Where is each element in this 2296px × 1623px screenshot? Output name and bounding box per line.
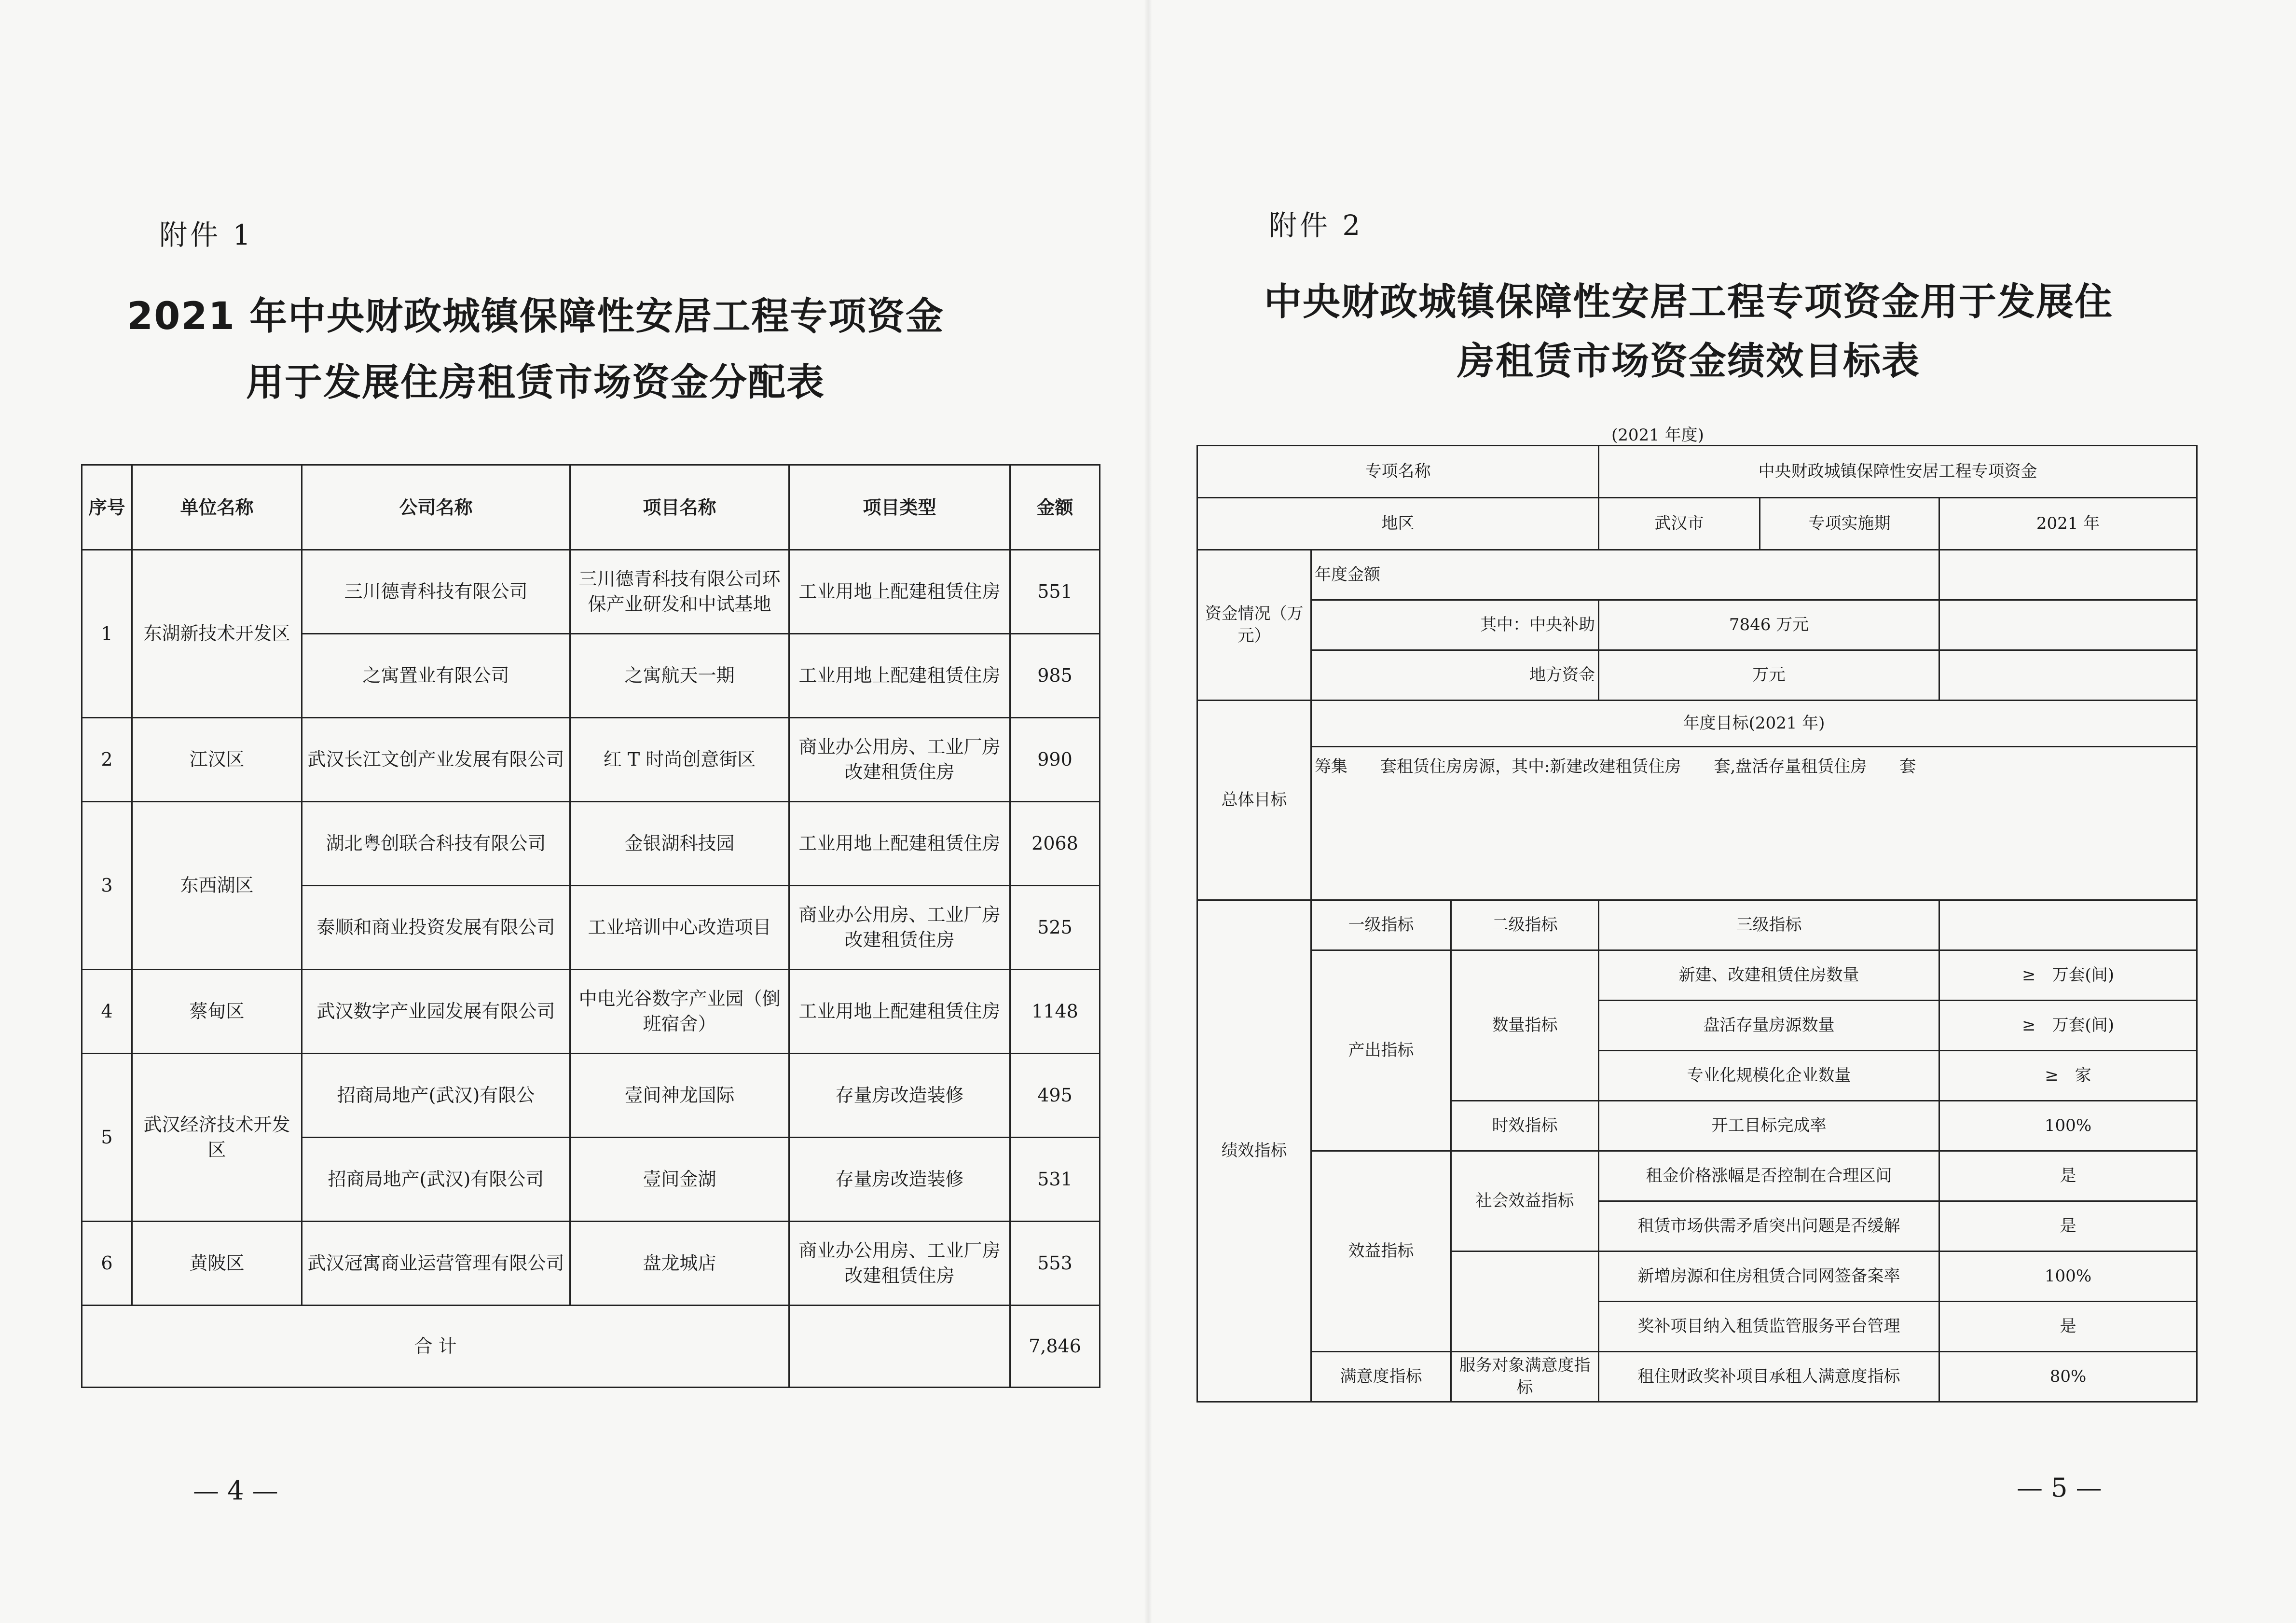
region-value: 武汉市 xyxy=(1599,498,1760,550)
row-type: 商业办公用房、工业厂房改建租赁住房 xyxy=(789,718,1010,802)
row-no: 5 xyxy=(82,1054,132,1222)
row-amount: 2068 xyxy=(1010,802,1100,886)
row-company: 武汉冠寓商业运营管理有限公司 xyxy=(302,1222,570,1306)
total-empty xyxy=(789,1306,1010,1388)
row-funds-local xyxy=(1197,650,2197,701)
header-type: 项目类型 xyxy=(789,465,1010,550)
table-row xyxy=(1197,950,2197,1001)
funds-label: 资金情况（万元） xyxy=(1197,550,1311,701)
row-company: 之寓置业有限公司 xyxy=(302,634,570,718)
row-district: 蔡甸区 xyxy=(132,970,302,1054)
funds-local-value: 万元 xyxy=(1599,650,1939,701)
table-row xyxy=(1197,1352,2197,1402)
row-type: 商业办公用房、工业厂房改建租赁住房 xyxy=(789,1222,1010,1306)
row-project: 之寓航天一期 xyxy=(570,634,789,718)
funds-annual-label: 年度金额 xyxy=(1311,550,1939,600)
funds-local-label: 地方资金 xyxy=(1311,650,1599,701)
header-no: 序号 xyxy=(82,465,132,550)
b1-value: 是 xyxy=(1939,1151,2197,1201)
title-line-1: 2021 年中央财政城镇保障性安居工程专项资金 xyxy=(126,295,945,338)
title-line-2: 房租赁市场资金绩效目标表 xyxy=(1457,340,1920,384)
goal-label: 总体目标 xyxy=(1197,701,1311,900)
title-line-1: 中央财政城镇保障性安居工程专项资金用于发展住 xyxy=(1264,280,2113,324)
total-amount: 7,846 xyxy=(1010,1306,1100,1388)
perf-h-value xyxy=(1939,900,2197,950)
perf-h2: 二级指标 xyxy=(1451,900,1599,950)
q1-name: 新建、改建租赁住房数量 xyxy=(1599,950,1939,1001)
annex-2-label: 附件 2 xyxy=(1269,209,1363,242)
annex-1-label: 附件 1 xyxy=(159,219,254,251)
row-type: 商业办公用房、工业厂房改建租赁住房 xyxy=(789,886,1010,970)
row-amount: 495 xyxy=(1010,1054,1100,1138)
row-perf-header xyxy=(1197,900,2197,950)
goal-header: 年度目标(2021 年) xyxy=(1311,701,2197,747)
row-type: 工业用地上配建租赁住房 xyxy=(789,550,1010,634)
q3-name: 专业化规模化企业数量 xyxy=(1599,1051,1939,1101)
s1-name: 租住财政奖补项目承租人满意度指标 xyxy=(1599,1352,1939,1402)
funds-central-label: 其中：中央补助 xyxy=(1311,600,1599,650)
row-amount: 990 xyxy=(1010,718,1100,802)
row-company: 招商局地产(武汉)有限公司 xyxy=(302,1138,570,1222)
allocation-table xyxy=(81,464,1100,1388)
timeliness-label: 时效指标 xyxy=(1451,1101,1599,1151)
b1-name: 租金价格涨幅是否控制在合理区间 xyxy=(1599,1151,1939,1201)
row-amount: 1148 xyxy=(1010,970,1100,1054)
q3-value: ≥ 家 xyxy=(1939,1051,2197,1101)
allocation-table-title xyxy=(82,289,989,410)
s1-value: 80% xyxy=(1939,1352,2197,1402)
row-region xyxy=(1197,498,2197,550)
row-amount: 985 xyxy=(1010,634,1100,718)
row-district: 东西湖区 xyxy=(132,802,302,970)
row-district: 东湖新技术开发区 xyxy=(132,550,302,718)
row-type: 存量房改造装修 xyxy=(789,1054,1010,1138)
row-goal-header xyxy=(1197,701,2197,747)
row-type: 存量房改造装修 xyxy=(789,1138,1010,1222)
row-district: 黄陂区 xyxy=(132,1222,302,1306)
row-amount: 551 xyxy=(1010,550,1100,634)
t1-name: 开工目标完成率 xyxy=(1599,1101,1939,1151)
row-project: 盘龙城店 xyxy=(570,1222,789,1306)
row-amount: 525 xyxy=(1010,886,1100,970)
page-number-right: — 5 — xyxy=(2017,1472,2102,1503)
project-name-value: 中央财政城镇保障性安居工程专项资金 xyxy=(1599,446,2197,498)
row-project: 壹间金湖 xyxy=(570,1138,789,1222)
row-funds-central xyxy=(1197,600,2197,650)
period-label: 专项实施期 xyxy=(1760,498,1939,550)
row-company: 泰顺和商业投资发展有限公司 xyxy=(302,886,570,970)
row-company: 三川德青科技有限公司 xyxy=(302,550,570,634)
year-caption: (2021 年度) xyxy=(1611,426,1704,445)
output-label: 产出指标 xyxy=(1311,950,1451,1151)
row-district: 武汉经济技术开发区 xyxy=(132,1054,302,1222)
funds-annual-value xyxy=(1939,550,2197,600)
row-project: 红 T 时尚创意街区 xyxy=(570,718,789,802)
benefit-label: 效益指标 xyxy=(1311,1151,1451,1352)
row-funds-annual xyxy=(1197,550,2197,600)
region-label: 地区 xyxy=(1197,498,1599,550)
row-project: 壹间神龙国际 xyxy=(570,1054,789,1138)
row-amount: 553 xyxy=(1010,1222,1100,1306)
row-company: 武汉长江文创产业发展有限公司 xyxy=(302,718,570,802)
row-type: 工业用地上配建租赁住房 xyxy=(789,634,1010,718)
row-type: 工业用地上配建租赁住房 xyxy=(789,970,1010,1054)
perf-h3: 三级指标 xyxy=(1599,900,1939,950)
title-line-2: 用于发展住房租赁市场资金分配表 xyxy=(246,361,825,405)
performance-table xyxy=(1196,445,2198,1403)
row-no: 3 xyxy=(82,802,132,970)
project-name-label: 专项名称 xyxy=(1197,446,1599,498)
header-company: 公司名称 xyxy=(302,465,570,550)
row-project: 工业培训中心改造项目 xyxy=(570,886,789,970)
page-number-left: — 4 — xyxy=(193,1475,278,1506)
funds-central-extra xyxy=(1939,600,2197,650)
row-goal-text xyxy=(1197,747,2197,900)
table-row xyxy=(82,1054,1100,1138)
table-row xyxy=(1197,1151,2197,1201)
row-type: 工业用地上配建租赁住房 xyxy=(789,802,1010,886)
row-project-name xyxy=(1197,446,2197,498)
header-district: 单位名称 xyxy=(132,465,302,550)
row-amount: 531 xyxy=(1010,1138,1100,1222)
total-row xyxy=(82,1306,1100,1388)
table-row xyxy=(82,550,1100,634)
b2-value: 是 xyxy=(1939,1201,2197,1252)
b3-name: 新增房源和住房租赁合同网签备案率 xyxy=(1599,1252,1939,1302)
row-company: 湖北粤创联合科技有限公司 xyxy=(302,802,570,886)
table-header-row xyxy=(82,465,1100,550)
row-no: 6 xyxy=(82,1222,132,1306)
table-row xyxy=(82,1222,1100,1306)
row-company: 招商局地产(武汉)有限公 xyxy=(302,1054,570,1138)
q1-value: ≥ 万套(间) xyxy=(1939,950,2197,1001)
t1-value: 100% xyxy=(1939,1101,2197,1151)
b4-value: 是 xyxy=(1939,1302,2197,1352)
table-row xyxy=(82,970,1100,1054)
row-project: 三川德青科技有限公司环保产业研发和中试基地 xyxy=(570,550,789,634)
b3-value: 100% xyxy=(1939,1252,2197,1302)
goal-text: 筹集 套租赁住房房源，其中:新建改建租赁住房 套,盘活存量租赁住房 套 xyxy=(1311,747,2197,900)
row-no: 1 xyxy=(82,550,132,718)
service-label: 服务对象满意度指标 xyxy=(1451,1352,1599,1402)
social-label: 社会效益指标 xyxy=(1451,1151,1599,1252)
row-project: 金银湖科技园 xyxy=(570,802,789,886)
q2-value: ≥ 万套(间) xyxy=(1939,1001,2197,1051)
row-no: 2 xyxy=(82,718,132,802)
perf-label: 绩效指标 xyxy=(1197,900,1311,1402)
b4-name: 奖补项目纳入租赁监管服务平台管理 xyxy=(1599,1302,1939,1352)
benefit-empty xyxy=(1451,1252,1599,1352)
header-project: 项目名称 xyxy=(570,465,789,550)
performance-table-title xyxy=(1235,275,2142,389)
perf-h1: 一级指标 xyxy=(1311,900,1451,950)
right-page xyxy=(1148,0,2296,1623)
total-label: 合 计 xyxy=(82,1306,789,1388)
row-no: 4 xyxy=(82,970,132,1054)
satisfaction-label: 满意度指标 xyxy=(1311,1352,1451,1402)
q2-name: 盘活存量房源数量 xyxy=(1599,1001,1939,1051)
period-value: 2021 年 xyxy=(1939,498,2197,550)
table-row xyxy=(82,718,1100,802)
quantity-label: 数量指标 xyxy=(1451,950,1599,1101)
row-company: 武汉数字产业园发展有限公司 xyxy=(302,970,570,1054)
row-district: 江汉区 xyxy=(132,718,302,802)
row-project: 中电光谷数字产业园（倒班宿舍） xyxy=(570,970,789,1054)
b2-name: 租赁市场供需矛盾突出问题是否缓解 xyxy=(1599,1201,1939,1252)
header-amount: 金额 xyxy=(1010,465,1100,550)
table-row xyxy=(82,802,1100,886)
funds-local-extra xyxy=(1939,650,2197,701)
funds-central-value: 7846 万元 xyxy=(1599,600,1939,650)
